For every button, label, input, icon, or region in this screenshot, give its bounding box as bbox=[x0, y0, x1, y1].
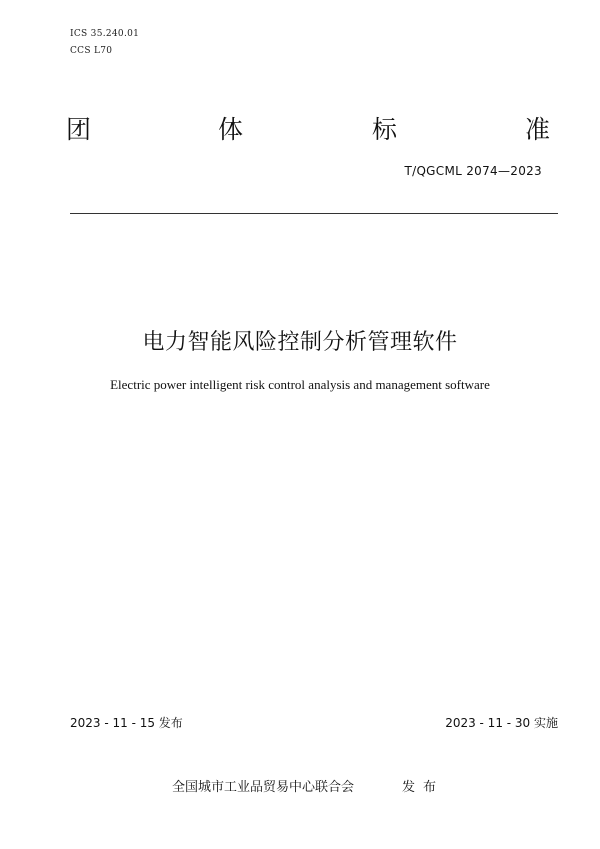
title-english: Electric power intelligent risk control analysis and management software bbox=[110, 377, 490, 392]
ccs-code: CCS L70 bbox=[70, 46, 113, 56]
publisher-name: 全国城市工业品贸易中心联合会 bbox=[172, 780, 355, 795]
document-type-char: 团 bbox=[66, 115, 92, 144]
document-type-char: 标 bbox=[372, 115, 398, 144]
ics-code: ICS 35.240.01 bbox=[70, 29, 140, 39]
implementation-date: 2023 - 11 - 30 实施 bbox=[445, 716, 558, 730]
title-chinese: 电力智能风险控制分析管理软件 bbox=[142, 330, 458, 355]
document-type-char: 体 bbox=[218, 115, 244, 144]
issue-date: 2023 - 11 - 15 发布 bbox=[70, 716, 183, 730]
standard-number: T/QGCML 2074—2023 bbox=[404, 164, 542, 178]
document-type-char: 准 bbox=[525, 115, 551, 144]
header-divider bbox=[70, 213, 558, 214]
publish-label: 发布 bbox=[402, 780, 445, 795]
